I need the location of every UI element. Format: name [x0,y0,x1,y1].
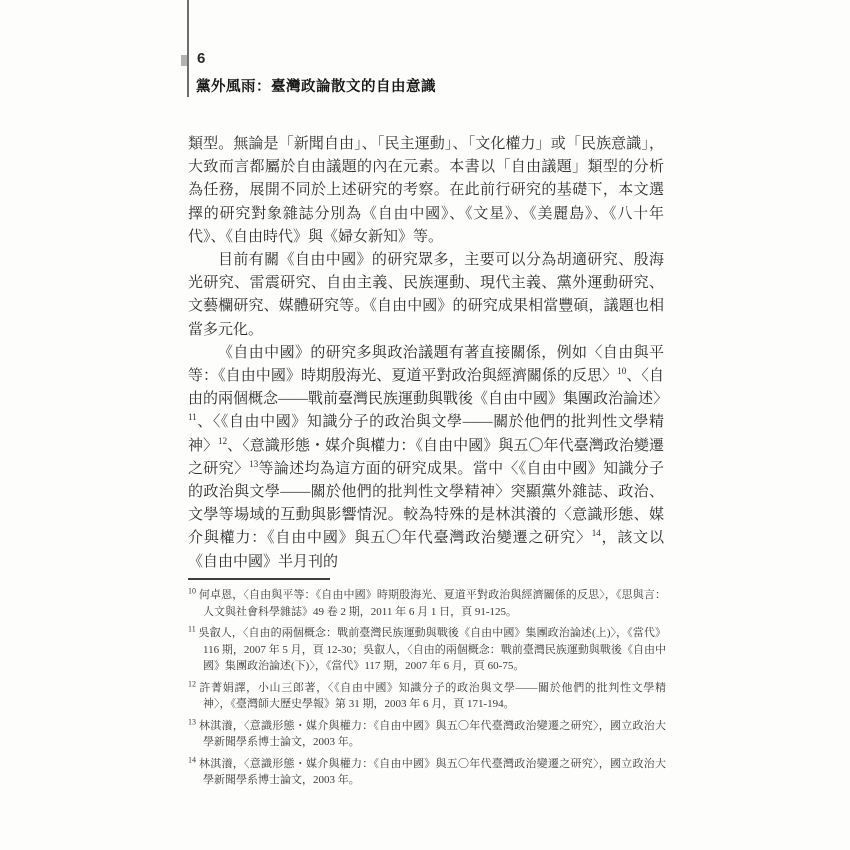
footnote-text: 吳叡人，〈自由的兩個概念：戰前臺灣民族運動與戰後《自由中國》集團政治論述(上)〉，《當代》116 期，2007 年 5 月，頁 12-30；吳叡人，〈自由的兩個概念：戰前臺灣民族運動與戰後《自由中國》集團政治論述(下)〉，《當代》117 期，2007 年 6 月，頁 60-75。 [195,627,666,672]
footnote-number: 11 [188,624,196,634]
footnote-text: 林淇瀁，〈意識形態・媒介與權力：《自由中國》與五〇年代臺灣政治變遷之研究〉，國立政治大學新聞學系博士論文，2003 年。 [196,757,666,786]
footnote-text: 許菁娟譯，小山三郎著，〈《自由中國》知識分子的政治與文學——關於他們的批判性文學精神〉，《臺灣師大歷史學報》第 31 期，2003 年 6 月，頁 171-194。 [196,681,666,710]
footnote-number: 10 [188,586,196,596]
footnote-text: 何卓恩，〈自由與平等：《自由中國》時期殷海光、夏道平對政治與經濟關係的反思〉，《思與言：人文與社會科學雜誌》49 卷 2 期，2011 年 6 月 1 日，頁 91-125。 [196,589,666,618]
body-paragraph: 類型。無論是「新聞自由」、「民主運動」、「文化權力」或「民族意識」，大致而言都屬於自由議題的內在元素。本書以「自由議題」類型的分析為任務，展開不同於上述研究的考察。在此前行研究的基礎下，本文選擇的研究對象雜誌分別為《自由中國》、《文星》、《美麗島》、《八十年代》、《自由時代》與《婦女新知》等。 [188,136,664,245]
footnote-item [188,718,666,751]
body-paragraph: 《自由中國》的研究多與政治議題有著直接關係，例如〈自由與平等：《自由中國》時期殷海光、夏道平對政治與經濟關係的反思〉$^{10}$、〈自由的兩個概念——戰前臺灣民族運動與戰後《自由中國》集團政治論述〉$^{11}$、〈《自由中國》知識分子的政治與文學——關於他們的批判性文學精神〉$^{12}$、〈意識形態・媒介與權力：《自由中國》與五〇年代臺灣政治變遷之研究〉$^{13}$等論述均為這方面的研究成果。當中〈《自由中國》知識分子的政治與文學——關於他們的批判性文學精神〉突顯黨外雜誌、政治、文學等場域的互動與影響情況。較為特殊的是林淇瀁的〈意識形態、媒介與權力：《自由中國》與五〇年代臺灣政治變遷之研究〉$^{14}$，該文以《自由中國》半月刊的 [188,344,669,570]
footnote-item [188,587,666,620]
footnote-item [188,625,666,675]
footnote-number: 13 [188,716,196,726]
body-text [188,133,669,574]
footnote-item [188,756,666,789]
footnote-ref: 13 [249,458,259,469]
running-title: 黨外風雨：臺灣政論散文的自由意識 [196,79,436,95]
footnote-number: 12 [188,678,196,688]
footnote-separator [188,578,330,580]
body-paragraph: 目前有關《自由中國》的研究眾多，主要可以分為胡適研究、殷海光研究、雷震研究、自由主義、民族運動、現代主義、黨外運動研究、文藝欄研究、媒體研究等。《自由中國》的研究成果相當豐碩，議題也相當多元化。 [188,252,664,338]
header-notch [181,55,187,66]
footnote-item [188,680,666,713]
footnote-ref: 11 [188,412,197,423]
footnote-number: 14 [188,754,196,764]
footnote-ref: 12 [218,435,228,446]
header-rule [187,0,189,97]
footnote-ref: 14 [591,528,601,539]
footnote-ref: 10 [617,366,627,377]
page-number: 6 [197,50,206,67]
footnote-text: 林淇瀁，〈意識形態・媒介與權力：《自由中國》與五〇年代臺灣政治變遷之研究〉，國立政治大學新聞學系博士論文，2003 年。 [196,719,666,748]
footnotes-block [188,587,666,794]
